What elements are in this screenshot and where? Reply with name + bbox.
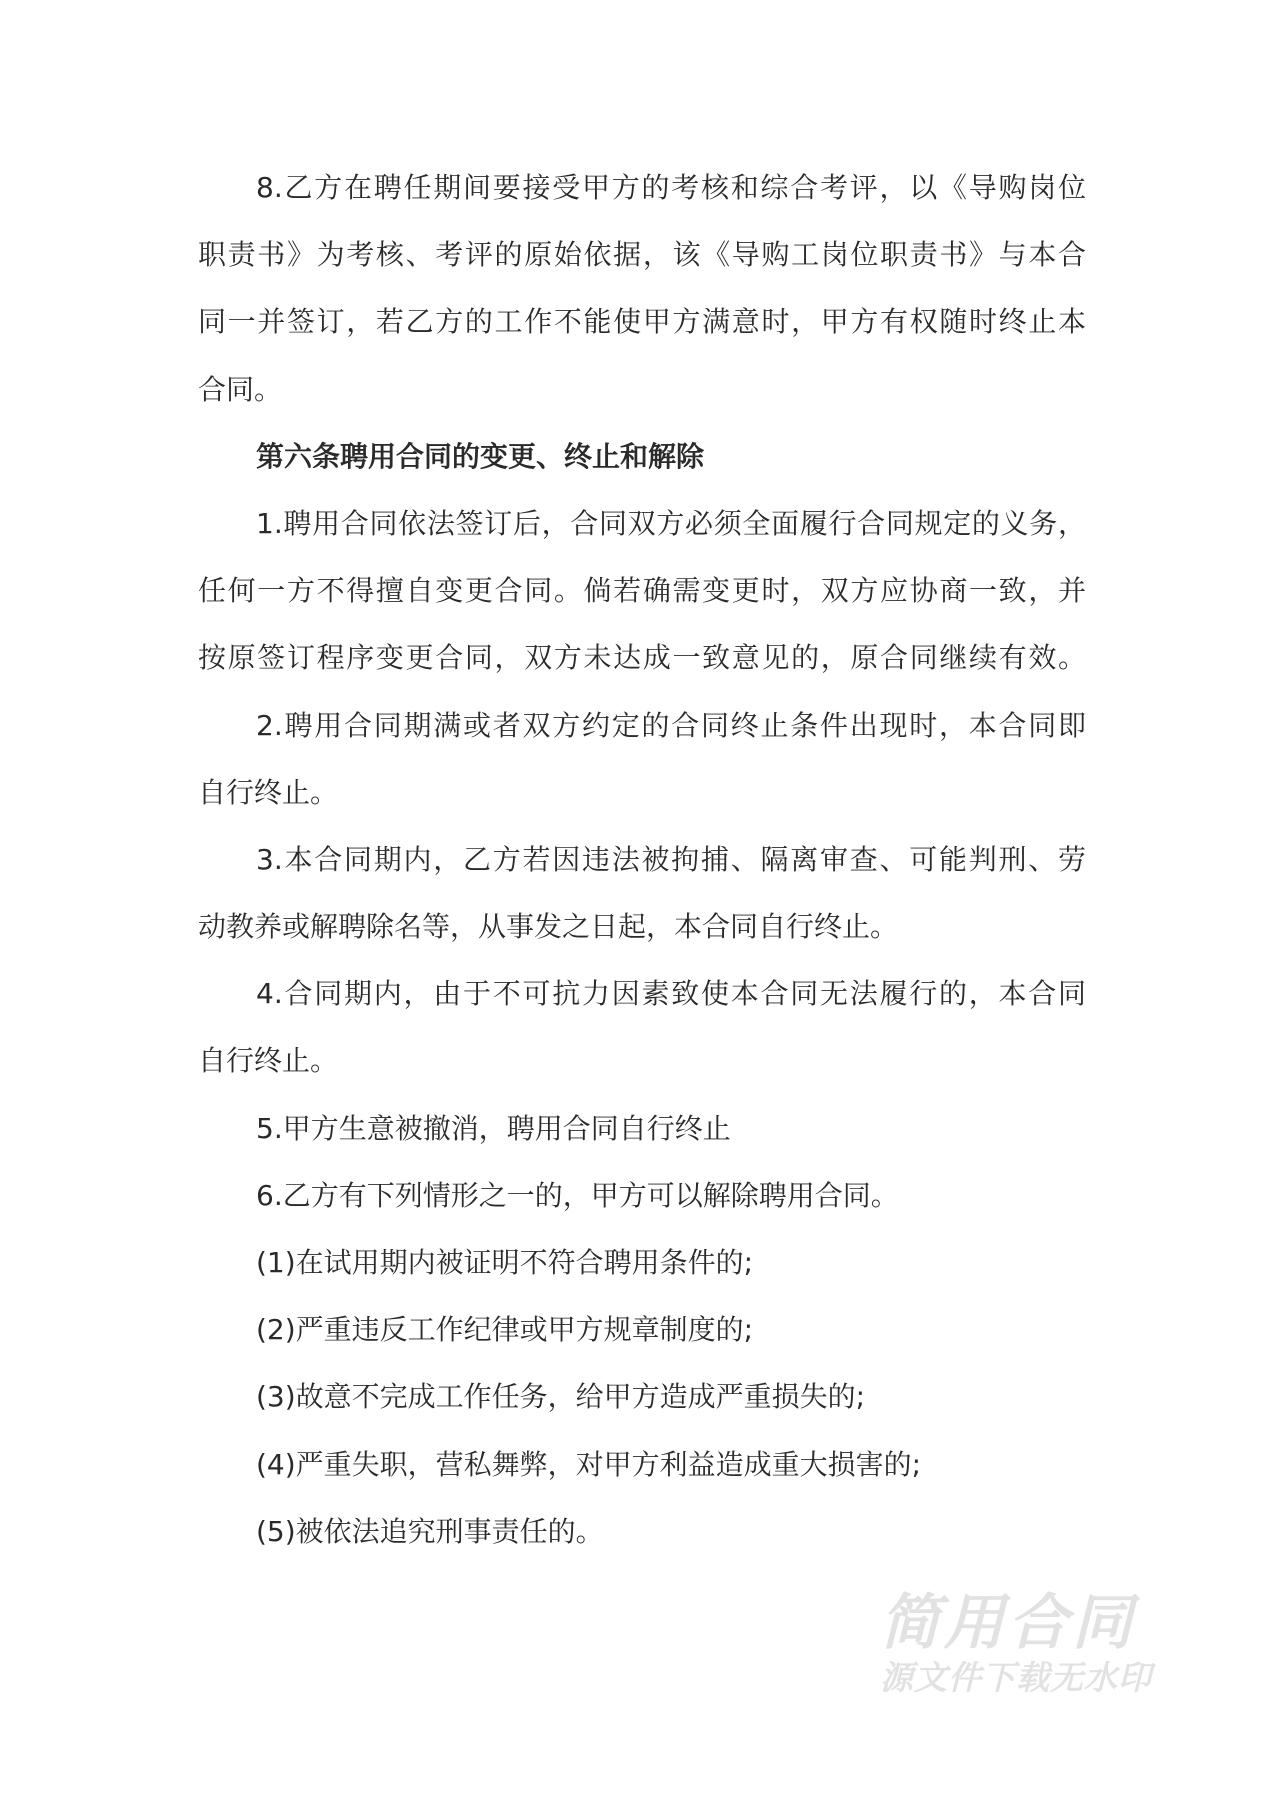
text-line: 8.乙方在聘任期间要接受甲方的考核和综合考评，以《导购岗位 [256, 171, 1086, 204]
text-line: 5.甲方生意被撤消，聘用合同自行终止 [256, 1111, 731, 1145]
text-line: (3)故意不完成工作任务，给甲方造成严重损失的; [256, 1380, 866, 1414]
text-line: (1)在试用期内被证明不符合聘用条件的; [256, 1246, 754, 1279]
text-line: 4.合同期内，由于不可抗力因素致使本合同无法履行的，本合同 [256, 977, 1086, 1011]
watermark-title: 简用合同 [880, 1588, 1136, 1658]
text-line: 自行终止。 [198, 775, 339, 809]
text-line: 1.聘用合同依法签订后，合同双方必须全面履行合同规定的义务， [256, 506, 1086, 540]
text-line: 合同。 [198, 372, 283, 406]
text-line: (2)严重违反工作纪律或甲方规章制度的; [256, 1313, 754, 1347]
text-line: 3.本合同期内，乙方若因违法被拘捕、隔离审查、可能判刑、劳 [256, 842, 1086, 876]
section-heading: 第六条聘用合同的变更、终止和解除 [256, 439, 705, 473]
document-body [198, 166, 1086, 1577]
text-line: 按原签订程序变更合同，双方未达成一致意见的，原合同继续有效。 [198, 641, 1086, 675]
text-line: 自行终止。 [198, 1044, 339, 1078]
text-line: (4)严重失职，营私舞弊，对甲方利益造成重大损害的; [256, 1447, 922, 1481]
text-line: 动教养或解聘除名等，从事发之日起，本合同自行终止。 [198, 910, 899, 944]
text-line: 职责书》为考核、考评的原始依据，该《导购工岗位职责书》与本合 [198, 238, 1086, 272]
text-line: 同一并签订，若乙方的工作不能使甲方满意时，甲方有权随时终止本 [198, 305, 1086, 339]
text-line: 2.聘用合同期满或者双方约定的合同终止条件出现时，本合同即 [256, 708, 1086, 742]
text-line: 任何一方不得擅自变更合同。倘若确需变更时，双方应协商一致，并 [198, 574, 1086, 608]
text-line: 6.乙方有下列情形之一的，甲方可以解除聘用合同。 [256, 1178, 899, 1212]
watermark [880, 1590, 1180, 1700]
text-line: (5)被依法追究刑事责任的。 [256, 1514, 604, 1548]
watermark-subtitle: 源文件下载无水印 [880, 1658, 1152, 1697]
